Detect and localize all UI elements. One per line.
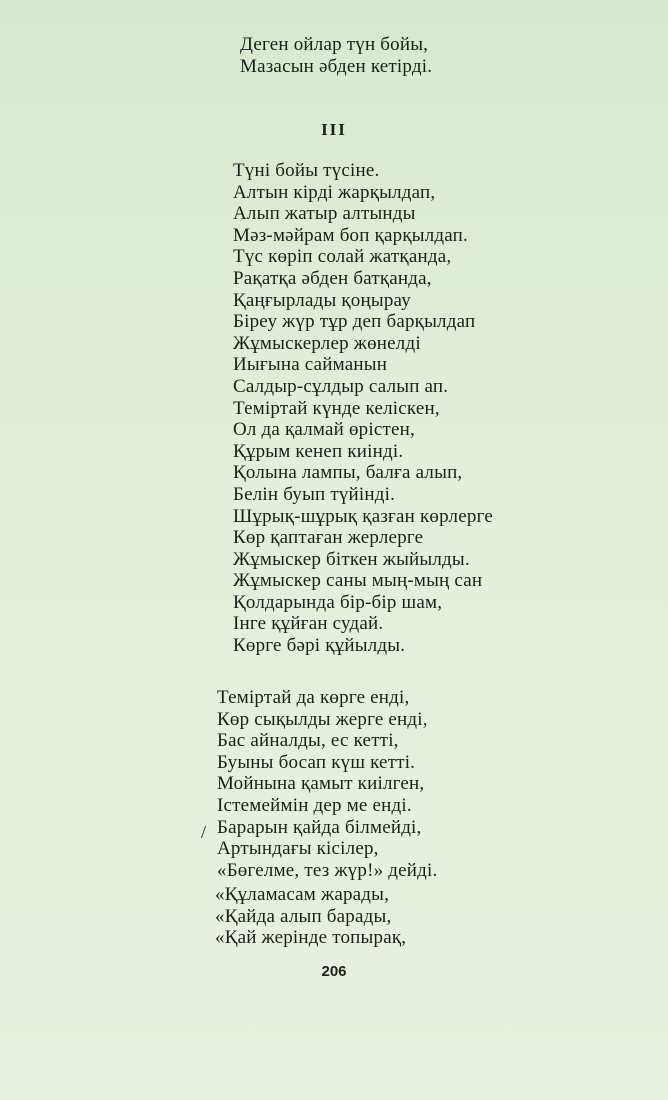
poem-line: Алып жатыр алтынды (233, 203, 416, 225)
section-heading: III (321, 120, 347, 139)
poem-line: Буыны босап күш кетті. (217, 751, 416, 773)
poem-line: «Бөгелме, тез жүр!» дейді. (217, 859, 438, 881)
poem-line: «Қайда алып барады, (215, 905, 392, 927)
poem-line: Рақатқа әбден батқанда, (233, 267, 432, 289)
poem-line: Ол да қалмай өрістен, (233, 419, 415, 441)
poem-line: Көр сықылды жерге енді, (217, 708, 428, 730)
stanza-1 (240, 34, 432, 77)
poem-line: Алтын кірді жарқылдап, (233, 181, 436, 203)
page-number: 206 (321, 963, 347, 980)
poem-line: Барарын қайда білмейді, (217, 816, 422, 838)
margin-mark: / (201, 822, 207, 842)
poem-line: Белін буып түйінді. (233, 483, 396, 505)
poem-line: Біреу жүр тұр деп барқылдап (233, 311, 476, 333)
poem-line: Көр қаптаған жерлерге (233, 527, 424, 549)
poem-line: Қаңғырлады қоңырау (233, 289, 411, 311)
poem-line: Теміртай күнде келіскен, (233, 397, 440, 419)
poem-line: Артындағы кісілер, (217, 838, 379, 860)
poem-line: Қолдарында бір-бір шам, (233, 591, 443, 613)
stanza-4 (215, 884, 406, 949)
poem-line: Мәз-мәйрам боп қарқылдап. (233, 224, 468, 246)
stanza-3 (217, 687, 437, 881)
poem-line: Түс көріп солай жатқанда, (233, 246, 452, 268)
stanza-2 (233, 160, 493, 657)
poem-line: Бас айналды, ес кетті, (217, 730, 399, 752)
poem-line: «Құламасам жарады, (215, 884, 390, 905)
poem-line: «Қай жерінде топырақ, (215, 927, 407, 949)
poem-line: Мойнына қамыт киілген, (217, 773, 425, 795)
poem-line: Түні бойы түсіне. (233, 160, 380, 181)
poem-line: Қолына лампы, балға алып, (233, 462, 463, 484)
poem-line: Жұмыскерлер жөнелді (233, 332, 421, 354)
poem-line: Мазасын әбден кетірді. (240, 55, 433, 77)
poem-line: Иығына сайманын (233, 354, 388, 376)
poem-line: Құрым кенеп киінді. (233, 440, 404, 462)
poem-line: Салдыр-сұлдыр салып ап. (233, 375, 449, 397)
poem-line: Көрге бәрі құйылды. (233, 635, 406, 657)
poem-line: Жұмыскер біткен жыйылды. (233, 548, 470, 570)
poem-line: Шұрық-шұрық қазған көрлерге (233, 505, 493, 527)
poem-line: Теміртай да көрге енді, (217, 687, 410, 708)
poem-line: Інге құйған судай. (233, 613, 384, 635)
poem-line: Жұмыскер саны мың-мың сан (233, 570, 483, 592)
poem-line: Деген ойлар түн бойы, (240, 34, 429, 55)
poem-line: Істемеймін дер ме енді. (217, 794, 412, 816)
